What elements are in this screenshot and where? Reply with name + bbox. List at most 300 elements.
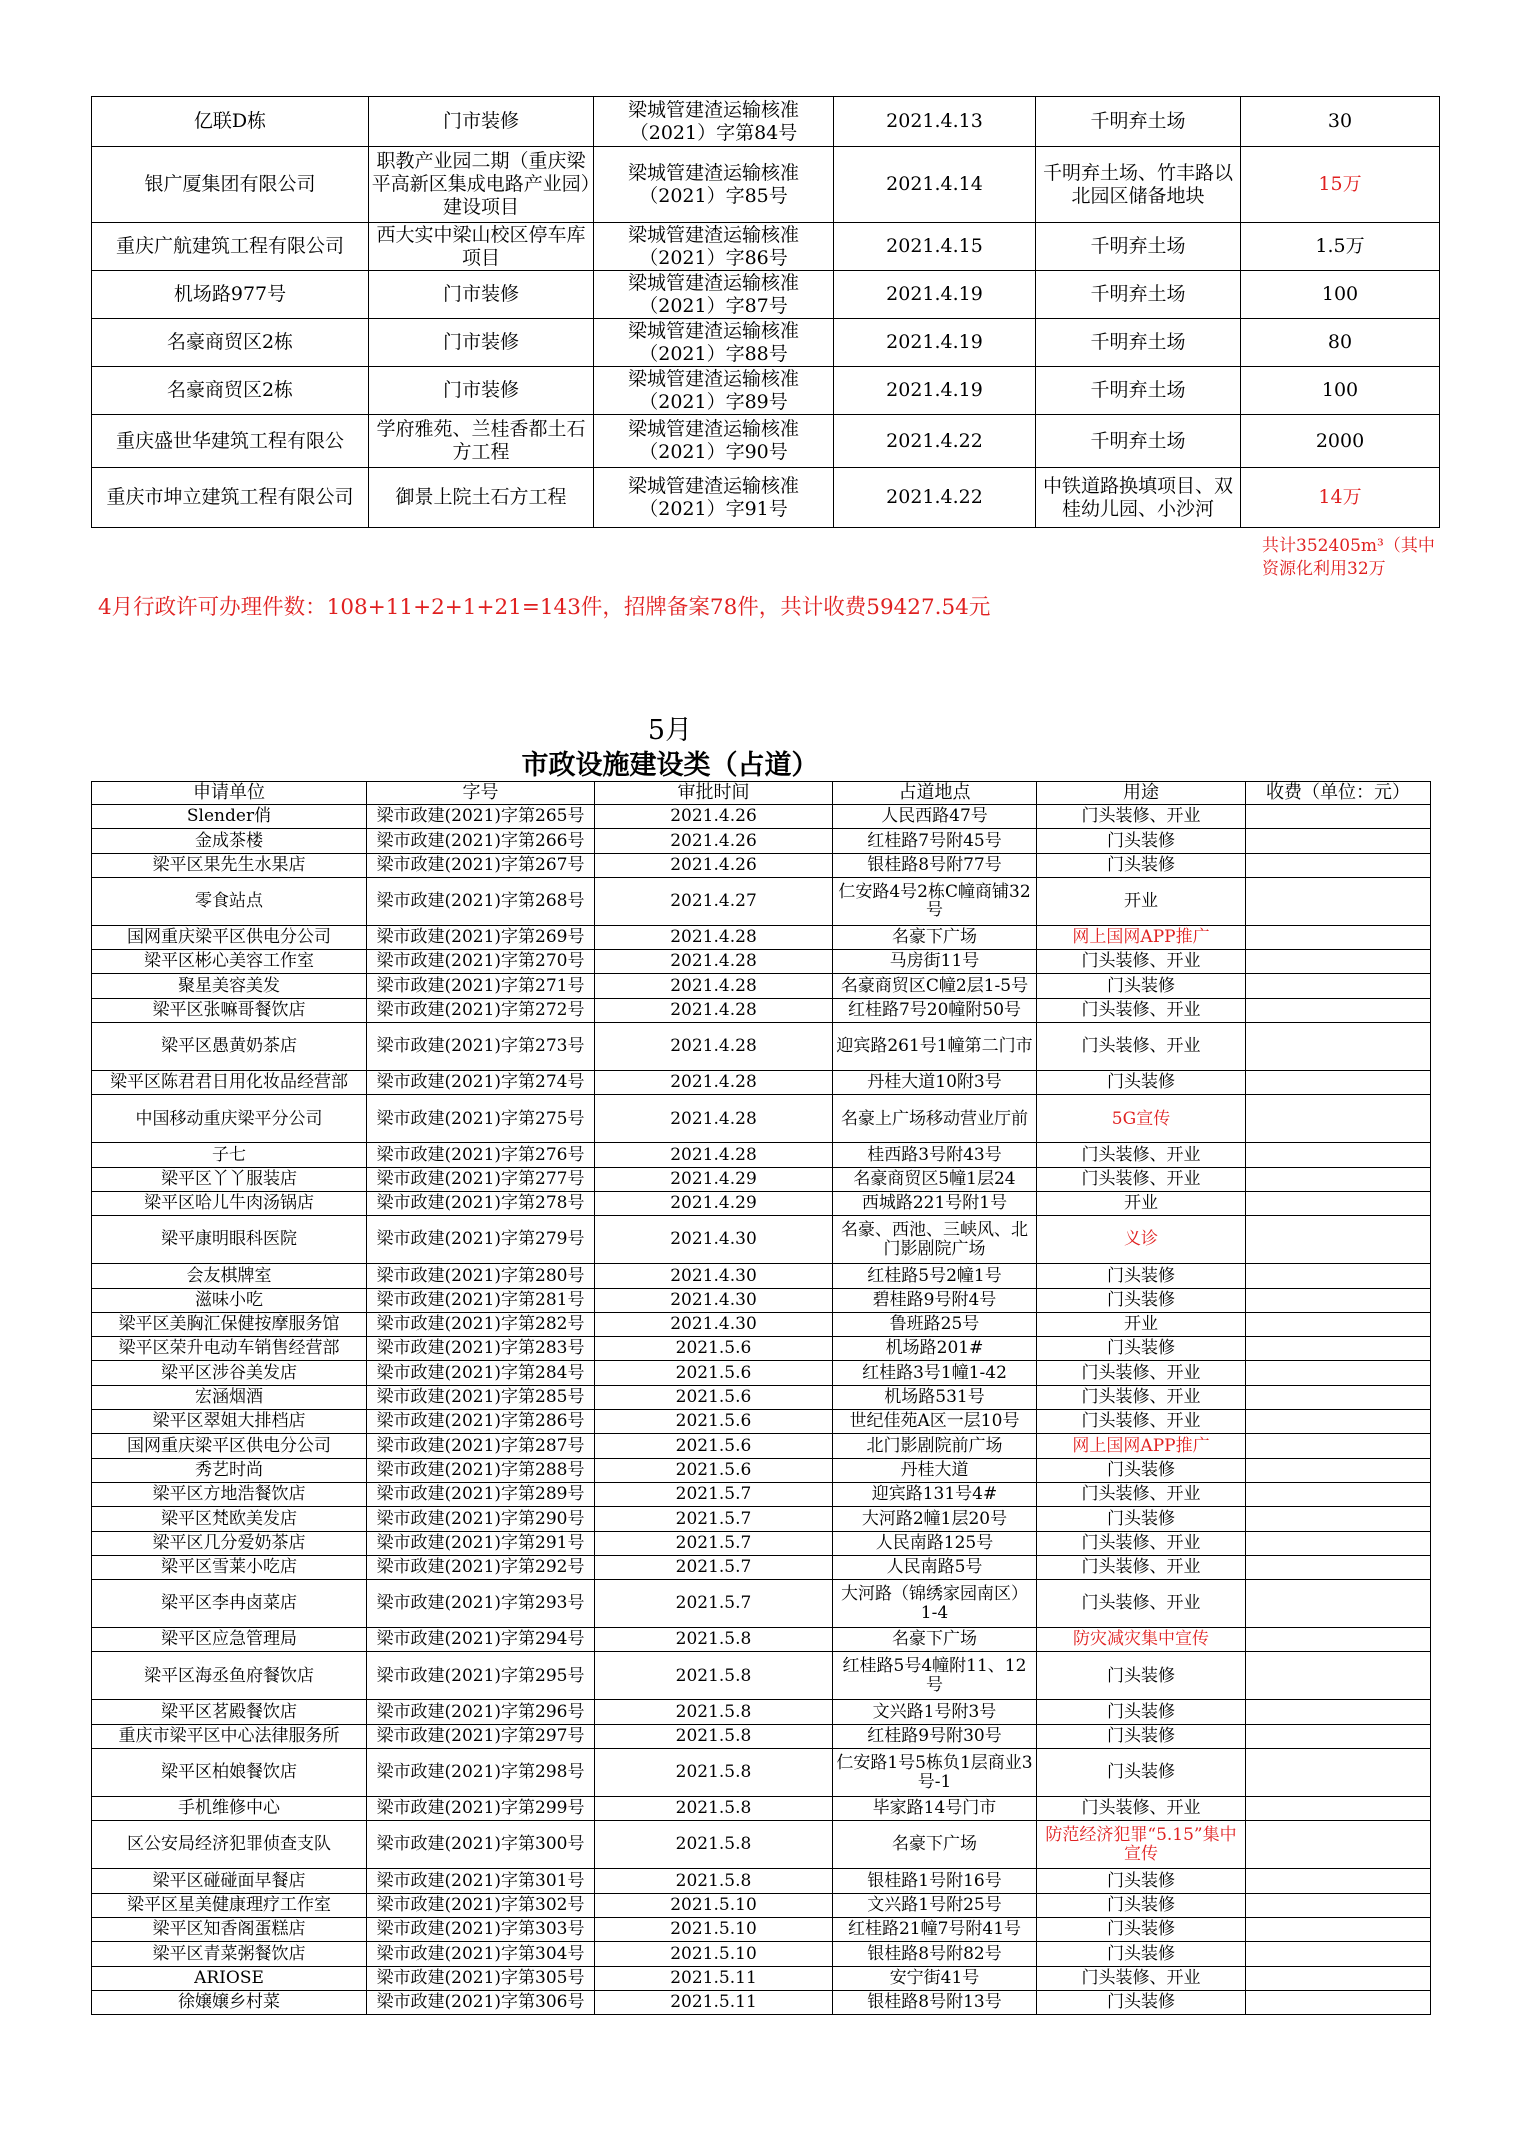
permit-no-cell: 梁市政建(2021)字第275号	[367, 1095, 595, 1143]
disposal-site-cell: 千明弃土场	[1036, 367, 1241, 415]
applicant-cell: 国网重庆梁平区供电分公司	[92, 1434, 367, 1458]
project-cell: 门市装修	[369, 319, 594, 367]
permit-no-cell: 梁市政建(2021)字第272号	[367, 998, 595, 1022]
permit-no-cell: 梁市政建(2021)字第281号	[367, 1288, 595, 1312]
fee-cell	[1246, 1410, 1431, 1434]
table-row	[92, 468, 1440, 528]
applicant-cell: 梁平区张嘛哥餐饮店	[92, 998, 367, 1022]
date-cell: 2021.5.8	[595, 1628, 833, 1652]
fee-cell	[1246, 950, 1431, 974]
fee-cell	[1246, 1580, 1431, 1628]
location-cell: 银桂路8号附77号	[833, 853, 1037, 877]
permit-no-cell: 梁市政建(2021)字第294号	[367, 1628, 595, 1652]
table-row	[92, 1361, 1431, 1385]
date-cell: 2021.5.6	[595, 1458, 833, 1482]
purpose-cell: 门头装修	[1037, 1869, 1246, 1893]
fee-cell	[1246, 1288, 1431, 1312]
purpose-cell: 门头装修、开业	[1037, 1482, 1246, 1506]
project-cell: 职教产业园二期（重庆梁平高新区集成电路产业园）建设项目	[369, 147, 594, 223]
disposal-site-cell: 千明弃土场	[1036, 415, 1241, 468]
applicant-cell: 梁平区应急管理局	[92, 1628, 367, 1652]
approval-no-cell: 梁城管建渣运输核准（2021）字85号	[594, 147, 834, 223]
fee-cell	[1246, 877, 1431, 925]
applicant-cell: ARIOSE	[92, 1966, 367, 1990]
location-cell: 迎宾路261号1幢第二门市	[833, 1023, 1037, 1071]
location-cell: 机场路201#	[833, 1337, 1037, 1361]
applicant-cell: 梁平区美胸汇保健按摩服务馆	[92, 1312, 367, 1336]
location-cell: 红桂路5号2幢1号	[833, 1264, 1037, 1288]
fee-cell	[1246, 1385, 1431, 1409]
volume-cell: 2000	[1241, 415, 1440, 468]
location-cell: 银桂路1号附16号	[833, 1869, 1037, 1893]
location-cell: 文兴路1号附3号	[833, 1700, 1037, 1724]
table-row	[92, 1410, 1431, 1434]
table-row	[92, 1458, 1431, 1482]
location-cell: 碧桂路9号附4号	[833, 1288, 1037, 1312]
date-cell: 2021.4.28	[595, 925, 833, 949]
permit-no-cell: 梁市政建(2021)字第306号	[367, 1990, 595, 2014]
table-row	[92, 974, 1431, 998]
applicant-cell: 重庆广航建筑工程有限公司	[92, 223, 369, 271]
table-row	[92, 1095, 1431, 1143]
purpose-cell: 门头装修	[1037, 1893, 1246, 1917]
permit-no-cell: 梁市政建(2021)字第286号	[367, 1410, 595, 1434]
permit-no-cell: 梁市政建(2021)字第300号	[367, 1821, 595, 1869]
permit-no-cell: 梁市政建(2021)字第271号	[367, 974, 595, 998]
applicant-cell: 重庆市坤立建筑工程有限公司	[92, 468, 369, 528]
table-row	[92, 1869, 1431, 1893]
location-cell: 西城路221号附1号	[833, 1191, 1037, 1215]
purpose-cell: 门头装修、开业	[1037, 950, 1246, 974]
permit-no-cell: 梁市政建(2021)字第287号	[367, 1434, 595, 1458]
date-cell: 2021.4.19	[834, 367, 1036, 415]
table-row	[92, 1580, 1431, 1628]
date-cell: 2021.4.28	[595, 1143, 833, 1167]
table-row	[92, 805, 1431, 829]
applicant-cell: 名豪商贸区2栋	[92, 319, 369, 367]
fee-cell	[1246, 1071, 1431, 1095]
fee-cell	[1246, 1966, 1431, 1990]
purpose-cell: 门头装修	[1037, 1700, 1246, 1724]
permit-no-cell: 梁市政建(2021)字第303号	[367, 1917, 595, 1941]
volume-cell: 15万	[1241, 147, 1440, 223]
permit-no-header: 字号	[367, 782, 595, 805]
fee-cell	[1246, 1628, 1431, 1652]
table-row	[92, 1917, 1431, 1941]
table-row	[92, 1531, 1431, 1555]
purpose-cell: 门头装修	[1037, 1724, 1246, 1748]
location-cell: 红桂路9号附30号	[833, 1724, 1037, 1748]
may-road-occupation-table	[91, 781, 1431, 2015]
applicant-cell: 梁平区彬心美容工作室	[92, 950, 367, 974]
purpose-cell: 门头装修、开业	[1037, 1361, 1246, 1385]
location-cell: 银桂路8号附13号	[833, 1990, 1037, 2014]
purpose-cell: 门头装修	[1037, 1507, 1246, 1531]
fee-cell	[1246, 853, 1431, 877]
fee-cell	[1246, 1990, 1431, 2014]
date-header: 审批时间	[595, 782, 833, 805]
location-cell: 鲁班路25号	[833, 1312, 1037, 1336]
table-row	[92, 1385, 1431, 1409]
date-cell: 2021.5.6	[595, 1434, 833, 1458]
purpose-cell: 门头装修、开业	[1037, 1531, 1246, 1555]
table-row	[92, 1797, 1431, 1821]
location-cell: 机场路531号	[833, 1385, 1037, 1409]
table-row	[92, 271, 1440, 319]
table-row	[92, 829, 1431, 853]
date-cell: 2021.5.8	[595, 1869, 833, 1893]
table-row	[92, 1942, 1431, 1966]
purpose-cell: 门头装修	[1037, 829, 1246, 853]
disposal-site-cell: 千明弃土场	[1036, 271, 1241, 319]
location-cell: 名豪上广场移动营业厅前	[833, 1095, 1037, 1143]
date-cell: 2021.5.8	[595, 1821, 833, 1869]
date-cell: 2021.4.28	[595, 1071, 833, 1095]
fee-cell	[1246, 1361, 1431, 1385]
date-cell: 2021.4.26	[595, 853, 833, 877]
date-cell: 2021.4.30	[595, 1264, 833, 1288]
approval-no-cell: 梁城管建渣运输核准（2021）字88号	[594, 319, 834, 367]
date-cell: 2021.4.30	[595, 1288, 833, 1312]
permit-no-cell: 梁市政建(2021)字第292号	[367, 1555, 595, 1579]
table-row	[92, 1749, 1431, 1797]
table-row	[92, 1312, 1431, 1336]
permit-no-cell: 梁市政建(2021)字第289号	[367, 1482, 595, 1506]
location-cell: 人民南路5号	[833, 1555, 1037, 1579]
disposal-site-cell: 千明弃土场	[1036, 319, 1241, 367]
purpose-cell: 门头装修、开业	[1037, 998, 1246, 1022]
disposal-site-cell: 千明弃土场、竹丰路以北园区储备地块	[1036, 147, 1241, 223]
purpose-cell: 开业	[1037, 1312, 1246, 1336]
permit-no-cell: 梁市政建(2021)字第293号	[367, 1580, 595, 1628]
table-row	[92, 925, 1431, 949]
date-cell: 2021.5.8	[595, 1724, 833, 1748]
table-row	[92, 1893, 1431, 1917]
purpose-cell: 门头装修、开业	[1037, 805, 1246, 829]
purpose-cell: 门头装修	[1037, 1749, 1246, 1797]
applicant-cell: 重庆盛世华建筑工程有限公	[92, 415, 369, 468]
applicant-cell: 亿联D栋	[92, 97, 369, 147]
purpose-cell: 门头装修、开业	[1037, 1385, 1246, 1409]
applicant-cell: 梁平区几分爱奶茶店	[92, 1531, 367, 1555]
date-cell: 2021.4.30	[595, 1216, 833, 1264]
date-cell: 2021.5.7	[595, 1555, 833, 1579]
purpose-cell: 门头装修	[1037, 1458, 1246, 1482]
date-cell: 2021.4.15	[834, 223, 1036, 271]
applicant-cell: 中国移动重庆梁平分公司	[92, 1095, 367, 1143]
fee-cell	[1246, 1531, 1431, 1555]
date-cell: 2021.5.10	[595, 1917, 833, 1941]
date-cell: 2021.4.19	[834, 319, 1036, 367]
date-cell: 2021.5.7	[595, 1482, 833, 1506]
applicant-cell: 梁平区荣升电动车销售经营部	[92, 1337, 367, 1361]
location-cell: 名豪下广场	[833, 1628, 1037, 1652]
date-cell: 2021.5.8	[595, 1749, 833, 1797]
permit-no-cell: 梁市政建(2021)字第304号	[367, 1942, 595, 1966]
table-row	[92, 1167, 1431, 1191]
fee-cell	[1246, 1264, 1431, 1288]
permit-no-cell: 梁市政建(2021)字第280号	[367, 1264, 595, 1288]
table-row	[92, 1966, 1431, 1990]
fee-cell	[1246, 974, 1431, 998]
applicant-cell: 梁平康明眼科医院	[92, 1216, 367, 1264]
date-cell: 2021.5.6	[595, 1337, 833, 1361]
applicant-cell: 梁平区知香阁蛋糕店	[92, 1917, 367, 1941]
date-cell: 2021.4.29	[595, 1191, 833, 1215]
location-cell: 文兴路1号附25号	[833, 1893, 1037, 1917]
purpose-cell: 门头装修	[1037, 1652, 1246, 1700]
purpose-cell: 门头装修	[1037, 1942, 1246, 1966]
purpose-cell: 防灾减灾集中宣传	[1037, 1628, 1246, 1652]
date-cell: 2021.4.13	[834, 97, 1036, 147]
permit-no-cell: 梁市政建(2021)字第269号	[367, 925, 595, 949]
table-row	[92, 1216, 1431, 1264]
purpose-cell: 门头装修	[1037, 1990, 1246, 2014]
purpose-cell: 网上国网APP推广	[1037, 1434, 1246, 1458]
location-cell: 红桂路7号20幢附50号	[833, 998, 1037, 1022]
table-row	[92, 1023, 1431, 1071]
project-cell: 门市装修	[369, 97, 594, 147]
location-cell: 毕家路14号门市	[833, 1797, 1037, 1821]
applicant-cell: 重庆市梁平区中心法律服务所	[92, 1724, 367, 1748]
applicant-cell: Slender俏	[92, 805, 367, 829]
table-row	[92, 877, 1431, 925]
permit-no-cell: 梁市政建(2021)字第276号	[367, 1143, 595, 1167]
april-permit-table	[91, 96, 1440, 528]
purpose-cell: 网上国网APP推广	[1037, 925, 1246, 949]
table-row	[92, 319, 1440, 367]
table-row	[92, 1071, 1431, 1095]
purpose-cell: 门头装修、开业	[1037, 1555, 1246, 1579]
table-row	[92, 853, 1431, 877]
project-cell: 门市装修	[369, 367, 594, 415]
table-header-row	[92, 782, 1431, 805]
location-cell: 安宁街41号	[833, 1966, 1037, 1990]
table-row	[92, 1507, 1431, 1531]
table-row	[92, 1700, 1431, 1724]
purpose-cell: 门头装修	[1037, 853, 1246, 877]
purpose-cell: 门头装修、开业	[1037, 1023, 1246, 1071]
purpose-cell: 开业	[1037, 1191, 1246, 1215]
location-cell: 马房街11号	[833, 950, 1037, 974]
applicant-cell: 国网重庆梁平区供电分公司	[92, 925, 367, 949]
project-cell: 学府雅苑、兰桂香都土石方工程	[369, 415, 594, 468]
permit-no-cell: 梁市政建(2021)字第285号	[367, 1385, 595, 1409]
date-cell: 2021.5.7	[595, 1531, 833, 1555]
date-cell: 2021.4.30	[595, 1312, 833, 1336]
applicant-header: 申请单位	[92, 782, 367, 805]
fee-cell	[1246, 1893, 1431, 1917]
location-cell: 大河路（锦绣家园南区）1-4	[833, 1580, 1037, 1628]
location-cell: 丹桂大道	[833, 1458, 1037, 1482]
permit-no-cell: 梁市政建(2021)字第283号	[367, 1337, 595, 1361]
table-row	[92, 1264, 1431, 1288]
location-cell: 人民西路47号	[833, 805, 1037, 829]
fee-cell	[1246, 1749, 1431, 1797]
volume-cell: 30	[1241, 97, 1440, 147]
applicant-cell: 梁平区涉谷美发店	[92, 1361, 367, 1385]
purpose-cell: 门头装修	[1037, 1917, 1246, 1941]
applicant-cell: 滋味小吃	[92, 1288, 367, 1312]
location-cell: 红桂路3号1幢1-42	[833, 1361, 1037, 1385]
date-cell: 2021.4.22	[834, 468, 1036, 528]
permit-no-cell: 梁市政建(2021)字第267号	[367, 853, 595, 877]
applicant-cell: 梁平区柏娘餐饮店	[92, 1749, 367, 1797]
fee-cell	[1246, 1700, 1431, 1724]
location-cell: 红桂路7号附45号	[833, 829, 1037, 853]
approval-no-cell: 梁城管建渣运输核准（2021）字89号	[594, 367, 834, 415]
purpose-cell: 门头装修、开业	[1037, 1167, 1246, 1191]
date-cell: 2021.4.19	[834, 271, 1036, 319]
permit-no-cell: 梁市政建(2021)字第265号	[367, 805, 595, 829]
project-cell: 门市装修	[369, 271, 594, 319]
approval-no-cell: 梁城管建渣运输核准（2021）字86号	[594, 223, 834, 271]
location-cell: 北门影剧院前广场	[833, 1434, 1037, 1458]
fee-cell	[1246, 1337, 1431, 1361]
purpose-cell: 门头装修	[1037, 974, 1246, 998]
volume-cell: 1.5万	[1241, 223, 1440, 271]
disposal-site-cell: 中铁道路换填项目、双桂幼儿园、小沙河	[1036, 468, 1241, 528]
date-cell: 2021.5.7	[595, 1507, 833, 1531]
date-cell: 2021.5.8	[595, 1700, 833, 1724]
fee-cell	[1246, 998, 1431, 1022]
applicant-cell: 手机维修中心	[92, 1797, 367, 1821]
applicant-cell: 梁平区哈儿牛肉汤锅店	[92, 1191, 367, 1215]
fee-cell	[1246, 1507, 1431, 1531]
location-cell: 名豪下广场	[833, 925, 1037, 949]
location-cell: 大河路2幢1层20号	[833, 1507, 1037, 1531]
applicant-cell: 梁平区方地浩餐饮店	[92, 1482, 367, 1506]
volume-cell: 100	[1241, 367, 1440, 415]
applicant-cell: 梁平区梵欧美发店	[92, 1507, 367, 1531]
table-row	[92, 1821, 1431, 1869]
purpose-cell: 门头装修、开业	[1037, 1966, 1246, 1990]
fee-cell	[1246, 1797, 1431, 1821]
table-row	[92, 1482, 1431, 1506]
project-cell: 西大实中梁山校区停车库项目	[369, 223, 594, 271]
applicant-cell: 梁平区李冉卤菜店	[92, 1580, 367, 1628]
applicant-cell: 梁平区翠姐大排档店	[92, 1410, 367, 1434]
date-cell: 2021.4.27	[595, 877, 833, 925]
location-cell: 名豪商贸区C幢2层1-5号	[833, 974, 1037, 998]
date-cell: 2021.4.22	[834, 415, 1036, 468]
permit-no-cell: 梁市政建(2021)字第277号	[367, 1167, 595, 1191]
table-row	[92, 147, 1440, 223]
table-row	[92, 1724, 1431, 1748]
fee-cell	[1246, 829, 1431, 853]
fee-cell	[1246, 1942, 1431, 1966]
fee-cell	[1246, 1191, 1431, 1215]
applicant-cell: 徐嬢嬢乡村菜	[92, 1990, 367, 2014]
fee-cell	[1246, 1869, 1431, 1893]
purpose-cell: 门头装修、开业	[1037, 1410, 1246, 1434]
date-cell: 2021.4.29	[595, 1167, 833, 1191]
table-row	[92, 97, 1440, 147]
permit-no-cell: 梁市政建(2021)字第297号	[367, 1724, 595, 1748]
permit-no-cell: 梁市政建(2021)字第288号	[367, 1458, 595, 1482]
applicant-cell: 区公安局经济犯罪侦查支队	[92, 1821, 367, 1869]
permit-no-cell: 梁市政建(2021)字第266号	[367, 829, 595, 853]
date-cell: 2021.4.26	[595, 829, 833, 853]
permit-no-cell: 梁市政建(2021)字第302号	[367, 1893, 595, 1917]
applicant-cell: 银广厦集团有限公司	[92, 147, 369, 223]
table-row	[92, 1337, 1431, 1361]
location-cell: 世纪佳苑A区一层10号	[833, 1410, 1037, 1434]
date-cell: 2021.5.6	[595, 1410, 833, 1434]
applicant-cell: 梁平区茗殿餐饮店	[92, 1700, 367, 1724]
location-cell: 名豪、西池、三峡风、北门影剧院广场	[833, 1216, 1037, 1264]
applicant-cell: 子七	[92, 1143, 367, 1167]
table-row	[92, 1191, 1431, 1215]
applicant-cell: 会友棋牌室	[92, 1264, 367, 1288]
fee-cell	[1246, 1652, 1431, 1700]
date-cell: 2021.5.11	[595, 1966, 833, 1990]
purpose-cell: 防范经济犯罪“5.15”集中宣传	[1037, 1821, 1246, 1869]
permit-no-cell: 梁市政建(2021)字第273号	[367, 1023, 595, 1071]
location-cell: 红桂路21幢7号附41号	[833, 1917, 1037, 1941]
purpose-cell: 门头装修	[1037, 1071, 1246, 1095]
date-cell: 2021.5.8	[595, 1797, 833, 1821]
volume-cell: 100	[1241, 271, 1440, 319]
date-cell: 2021.5.10	[595, 1893, 833, 1917]
location-cell: 名豪商贸区5幢1层24	[833, 1167, 1037, 1191]
applicant-cell: 梁平区海丞鱼府餐饮店	[92, 1652, 367, 1700]
table-row	[92, 367, 1440, 415]
table-row	[92, 1288, 1431, 1312]
permit-no-cell: 梁市政建(2021)字第290号	[367, 1507, 595, 1531]
purpose-cell: 门头装修	[1037, 1288, 1246, 1312]
table-row	[92, 1990, 1431, 2014]
fee-cell	[1246, 925, 1431, 949]
purpose-cell: 门头装修	[1037, 1337, 1246, 1361]
permit-no-cell: 梁市政建(2021)字第270号	[367, 950, 595, 974]
date-cell: 2021.5.6	[595, 1385, 833, 1409]
applicant-cell: 宏涵烟酒	[92, 1385, 367, 1409]
date-cell: 2021.4.28	[595, 1095, 833, 1143]
date-cell: 2021.5.8	[595, 1652, 833, 1700]
fee-cell	[1246, 1434, 1431, 1458]
category-heading: 市政设施建设类（占道）	[521, 750, 819, 781]
date-cell: 2021.4.28	[595, 1023, 833, 1071]
permit-no-cell: 梁市政建(2021)字第291号	[367, 1531, 595, 1555]
disposal-site-cell: 千明弃土场	[1036, 223, 1241, 271]
applicant-cell: 金成茶楼	[92, 829, 367, 853]
project-cell: 御景上院土石方工程	[369, 468, 594, 528]
purpose-cell: 门头装修	[1037, 1264, 1246, 1288]
fee-cell	[1246, 1095, 1431, 1143]
applicant-cell: 梁平区愚黄奶茶店	[92, 1023, 367, 1071]
location-cell: 仁安路1号5栋负1层商业3号-1	[833, 1749, 1037, 1797]
approval-no-cell: 梁城管建渣运输核准（2021）字90号	[594, 415, 834, 468]
fee-cell	[1246, 805, 1431, 829]
applicant-cell: 零食站点	[92, 877, 367, 925]
applicant-cell: 梁平区陈君君日用化妆品经营部	[92, 1071, 367, 1095]
april-summary: 4月行政许可办理件数：108+11+2+1+21=143件，招牌备案78件，共计收费59427.54元	[98, 595, 991, 620]
table-row	[92, 1628, 1431, 1652]
approval-no-cell: 梁城管建渣运输核准（2021）字87号	[594, 271, 834, 319]
fee-cell	[1246, 1555, 1431, 1579]
permit-no-cell: 梁市政建(2021)字第268号	[367, 877, 595, 925]
permit-no-cell: 梁市政建(2021)字第279号	[367, 1216, 595, 1264]
fee-cell	[1246, 1458, 1431, 1482]
fee-cell	[1246, 1917, 1431, 1941]
purpose-cell: 5G宣传	[1037, 1095, 1246, 1143]
date-cell: 2021.4.26	[595, 805, 833, 829]
fee-cell	[1246, 1482, 1431, 1506]
applicant-cell: 秀艺时尚	[92, 1458, 367, 1482]
location-cell: 仁安路4号2栋C幢商铺32号	[833, 877, 1037, 925]
location-header: 占道地点	[833, 782, 1037, 805]
